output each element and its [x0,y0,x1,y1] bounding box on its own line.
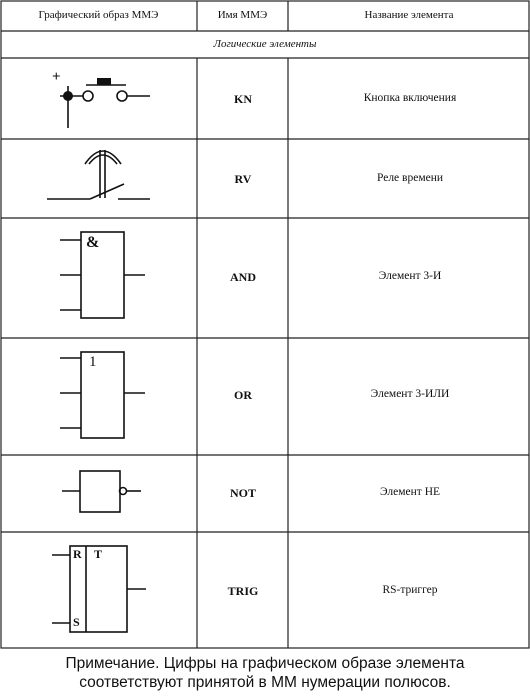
row-and-name: AND [230,270,256,284]
row-and-title: Элемент 3-И [378,270,442,282]
row-trig-title: RS-триггер [382,584,438,596]
row-kn-name: KN [234,92,252,106]
plus-sign: + [52,69,61,85]
row-kn-title: Кнопка включения [363,92,457,104]
header-title: Название элемента [364,9,454,21]
row-not-name: NOT [229,486,256,500]
trigger-r-glyph: R [73,547,82,561]
row-trig-name: TRIG [227,584,259,598]
header-name: Имя ММЭ [217,9,268,21]
footnote [0,654,530,692]
footnote-line-2: соответствуют принятой в ММ нумерации полюсов. [79,674,451,691]
row-not-title: Элемент НЕ [379,486,441,498]
section-title: Логические элементы [213,38,317,50]
row-rv-name: RV [234,172,252,186]
row-or-title: Элемент 3-ИЛИ [370,388,450,400]
footnote-line-1: Примечание. Цифры на графическом образе элемента [65,655,465,672]
row-or-name: OR [234,388,252,402]
row-rv-title: Реле времени [376,172,444,184]
and-glyph: & [86,234,100,251]
header-image: Графический образ ММЭ [38,9,159,21]
trigger-t-glyph: T [94,547,103,561]
trigger-s-glyph: S [73,615,80,629]
or-glyph: 1 [89,354,97,370]
